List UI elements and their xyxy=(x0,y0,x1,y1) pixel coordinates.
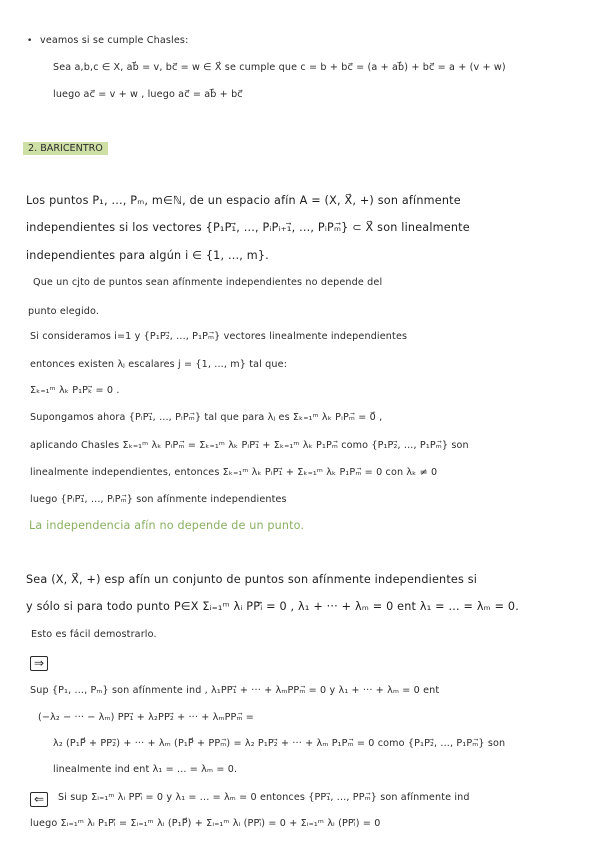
line-21: λ₂ (P₁P⃗ + PP₂⃗) + ··· + λₘ (P₁P⃗ + PPₘ⃗) = λ₂ P₁P₂⃗ + ··· + λₘ P₁Pₘ⃗ = 0 como {P₁P₂⃗, ..., P₁Pₘ⃗} son xyxy=(53,738,506,749)
line-14: linealmente independientes, entonces Σₖ₌₁ᵐ λₖ PᵢP₁⃗ + Σₖ₌₁ᵐ λₖ P₁Pₘ⃗ = 0 con λₖ ≠ 0 xyxy=(30,467,438,478)
line-12: Supongamos ahora {PᵢP₁⃗, ..., PᵢPₘ⃗} tal que para λⱼ es Σₖ₌₁ᵐ λₖ PᵢPₘ⃗ = 0⃗ , xyxy=(30,412,383,423)
highlighted-statement: La independencia afín no depende de un punto. xyxy=(29,519,305,532)
line-9: Si consideramos i=1 y {P₁P₂⃗, ..., P₁Pₘ⃗} vectores linealmente independientes xyxy=(30,331,408,342)
section-heading-baricentro: 2. BARICENTRO xyxy=(23,142,108,155)
line-3: luego ac⃗ = v + w , luego ac⃗ = ab⃗ + bc⃗ xyxy=(53,89,243,100)
line-23: Si sup Σᵢ₌₁ᵐ λᵢ PPᵢ⃗ = 0 y λ₁ = ... = λₘ = 0 entonces {PP₁⃗, ..., PPₘ⃗} son afínmente ind xyxy=(58,792,470,803)
implies-arrow-icon: ⇒ xyxy=(30,656,48,671)
line-16: Sea (X, X⃗, +) esp afín un conjunto de puntos son afínmente independientes si xyxy=(26,573,478,586)
line-1: veamos si se cumple Chasles: xyxy=(40,35,189,46)
line-15: luego {PᵢP₁⃗, ..., PᵢPₘ⃗} son afínmente independientes xyxy=(30,494,287,505)
line-22: linealmente ind ent λ₁ = ... = λₘ = 0. xyxy=(53,764,238,775)
line-4: Los puntos P₁, ..., Pₘ, m∈ℕ, de un espacio afín A = (X, X⃗, +) son afínmente xyxy=(26,194,461,207)
line-6: independientes para algún i ∈ {1, ..., m}. xyxy=(26,249,269,262)
line-11: Σₖ₌₁ᵐ λₖ P₁Pₖ⃗ = 0 . xyxy=(30,385,120,396)
line-7: Que un cjto de puntos sean afínmente independientes no depende del xyxy=(33,277,383,288)
line-10: entonces existen λⱼ escalares j = {1, ..., m} tal que: xyxy=(30,359,288,370)
reverse-implies-arrow-icon: ⇐ xyxy=(30,792,48,807)
line-2: Sea a,b,c ∈ X, ab⃗ = v, bc⃗ = w ∈ X⃗ se cumple que c = b + bc⃗ = (a + ab⃗) + bc⃗ = a + (v + w) xyxy=(53,62,506,73)
line-20: (−λ₂ − ··· − λₘ) PP₁⃗ + λ₂PP₂⃗ + ··· + λₘPPₘ⃗ = xyxy=(38,712,254,723)
line-18: Esto es fácil demostrarlo. xyxy=(31,629,157,640)
bullet-dot: • xyxy=(27,36,33,46)
line-19: Sup {P₁, ..., Pₘ} son afínmente ind , λ₁PP₁⃗ + ··· + λₘPPₘ⃗ = 0 y λ₁ + ··· + λₘ = 0 ent xyxy=(30,685,440,696)
line-13: aplicando Chasles Σₖ₌₁ᵐ λₖ PᵢPₘ⃗ = Σₖ₌₁ᵐ λₖ PᵢP₁⃗ + Σₖ₌₁ᵐ λₖ P₁Pₘ⃗ como {P₁P₂⃗, ..., P₁Pₘ⃗} son xyxy=(30,440,469,451)
line-5: independientes si los vectores {P₁P₁⃗, ..., PᵢPᵢ₊₁⃗, ..., PᵢPₘ⃗} ⊂ X⃗ son linealmente xyxy=(26,221,470,234)
line-24: luego Σᵢ₌₁ᵐ λᵢ P₁Pᵢ⃗ = Σᵢ₌₁ᵐ λᵢ (P₁P⃗) + Σᵢ₌₁ᵐ λᵢ (PPᵢ⃗) = 0 + Σᵢ₌₁ᵐ λᵢ (PPᵢ⃗) = 0 xyxy=(30,818,381,829)
line-8: punto elegido. xyxy=(28,306,100,317)
line-17: y sólo si para todo punto P∈X Σᵢ₌₁ᵐ λᵢ PPᵢ⃗ = 0 , λ₁ + ··· + λₘ = 0 ent λ₁ = ... = λₘ = 0. xyxy=(26,600,519,613)
